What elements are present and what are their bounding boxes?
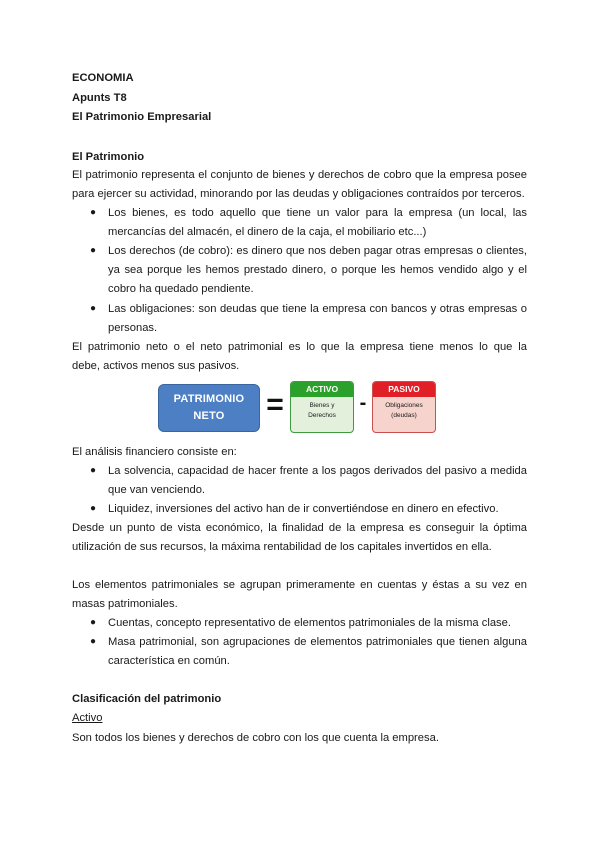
pasivo-title: PASIVO <box>373 382 435 397</box>
bullet-icon: ● <box>90 503 97 514</box>
neto-label-line1: PATRIMONIO <box>173 393 245 405</box>
list-item-line: Los derechos (de cobro): es dinero que nos deben pagar otras empresas o clientes, <box>108 245 527 257</box>
patrimonio-neto-box <box>158 384 260 432</box>
list-item-line: Las obligaciones: son deudas que tiene la empresa con bancos y otras empresas o <box>108 303 527 315</box>
paragraph-line: Son todos los bienes y derechos de cobro con los que cuenta la empresa. <box>72 732 439 744</box>
minus-sign: - <box>359 392 367 414</box>
paragraph-line: para ejercer su actividad, minorando por las deudas y obligaciones contraídos por terceros. <box>72 188 525 200</box>
list-item-line: La solvencia, capacidad de hacer frente a los pagos derivados del pasivo a medida <box>108 465 527 477</box>
activo-line1: Bienes y <box>309 402 335 409</box>
bullet-icon: ● <box>90 465 97 476</box>
pasivo-line2: (deudas) <box>391 412 417 419</box>
paragraph-line: El análisis financiero consiste en: <box>72 446 237 458</box>
list-item-line: personas. <box>108 322 158 334</box>
bullet-icon: ● <box>90 617 97 628</box>
activo-line2: Derechos <box>308 412 336 419</box>
pasivo-box <box>372 381 436 433</box>
bullet-icon: ● <box>90 636 97 647</box>
bullet-icon: ● <box>90 245 97 256</box>
subheading-activo: Activo <box>72 712 103 724</box>
bullet-icon: ● <box>90 303 97 314</box>
equals-sign: = <box>266 388 284 421</box>
list-item-line: mercancías del almacén, el dinero de la caja, el mobiliario etc...) <box>108 226 427 238</box>
list-item-line: Masa patrimonial, son agrupaciones de elementos patrimoniales que tienen alguna <box>108 636 527 648</box>
subject-title: ECONOMIA <box>72 72 134 84</box>
list-item-line: Liquidez, inversiones del activo han de ir convertiéndose en dinero en efectivo. <box>108 503 499 515</box>
section-heading-patrimonio: El Patrimonio <box>72 151 145 163</box>
paragraph-line: masas patrimoniales. <box>72 598 178 610</box>
activo-box <box>290 381 354 433</box>
paragraph-line: debe, activos menos sus pasivos. <box>72 360 240 372</box>
topic-title: El Patrimonio Empresarial <box>72 111 212 123</box>
paragraph-line: El patrimonio representa el conjunto de bienes y derechos de cobro que la empresa posee <box>72 169 527 181</box>
bullet-icon: ● <box>90 207 97 218</box>
list-item-line: cobro ha quedado pendiente. <box>108 283 254 295</box>
list-item-line: Cuentas, concepto representativo de elementos patrimoniales de la misma clase. <box>108 617 511 629</box>
notes-title: Apunts T8 <box>72 92 127 104</box>
activo-title: ACTIVO <box>291 382 353 397</box>
list-item-line: Los bienes, es todo aquello que tiene un valor para la empresa (un local, las <box>108 207 527 219</box>
paragraph-line: Los elementos patrimoniales se agrupan primeramente en cuentas y éstas a su vez en <box>72 579 527 591</box>
paragraph-line: Desde un punto de vista económico, la finalidad de la empresa es conseguir la óptima <box>72 522 527 534</box>
patrimonio-neto-diagram <box>158 381 442 435</box>
paragraph-line: El patrimonio neto o el neto patrimonial es lo que la empresa tiene menos lo que la <box>72 341 527 353</box>
list-item-line: ya sea porque les hemos prestado dinero, o porque les hemos vendido algo y el <box>108 264 527 276</box>
pasivo-line1: Obligaciones <box>385 402 423 409</box>
list-item-line: característica en común. <box>108 655 230 667</box>
list-item-line: que van venciendo. <box>108 484 206 496</box>
neto-label-line2: NETO <box>193 410 225 422</box>
paragraph-line: utilización de sus recursos, la máxima rentabilidad de los capitales invertidos en ella. <box>72 541 492 553</box>
section-heading-clasificacion: Clasificación del patrimonio <box>72 693 222 705</box>
